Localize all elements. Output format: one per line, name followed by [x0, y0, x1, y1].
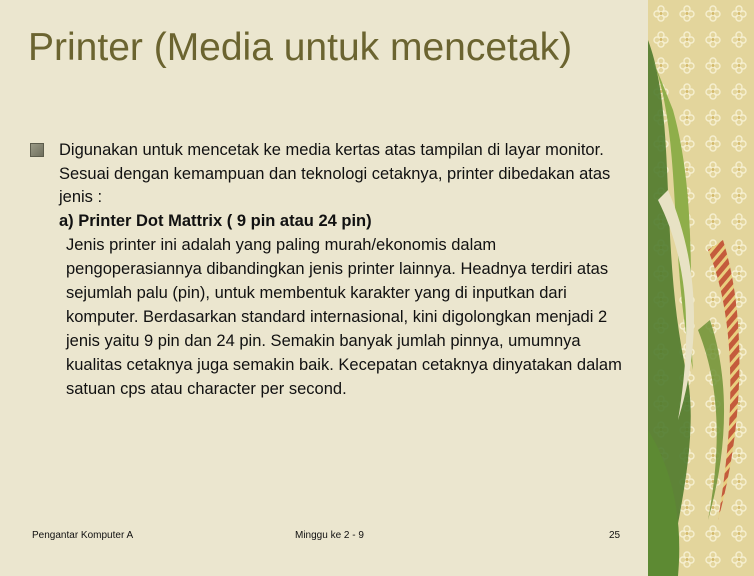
footer-week: Minggu ke 2 - 9	[295, 530, 364, 541]
decorative-side-panel	[648, 0, 754, 576]
slide-title: Printer (Media untuk mencetak)	[28, 26, 573, 69]
dot-matrix-description: Jenis printer ini adalah yang paling murah/ekonomis dalam pengoperasiannya dibandingkan jenis printer lainnya. Headnya terdiri atas sejumlah palu (pin), untuk membentuk karakter yang di inputkan dari komputer. Berdasarkan standard internasional, kini digolongkan menjadi 2 jenis yaitu 9 pin dan 24 pin. Semakin banyak jumlah pinnya, umumnya kualitas cetaknya juga semakin baik. Kecepatan cetaknya dinyatakan dalam satuan cps atau character per second.	[66, 236, 622, 398]
footer-page-number: 25	[609, 530, 621, 541]
floral-leaf-icon	[648, 0, 754, 576]
intro-paragraph: Digunakan untuk mencetak ke media kertas atas tampilan di layar monitor. Sesuai dengan kemampuan dan teknologi cetaknya, printer dibedakan atas jenis :	[59, 141, 611, 206]
footer-course: Pengantar Komputer A	[32, 530, 134, 541]
dot-matrix-heading: a) Printer Dot Mattrix ( 9 pin atau 24 pin)	[59, 211, 372, 230]
